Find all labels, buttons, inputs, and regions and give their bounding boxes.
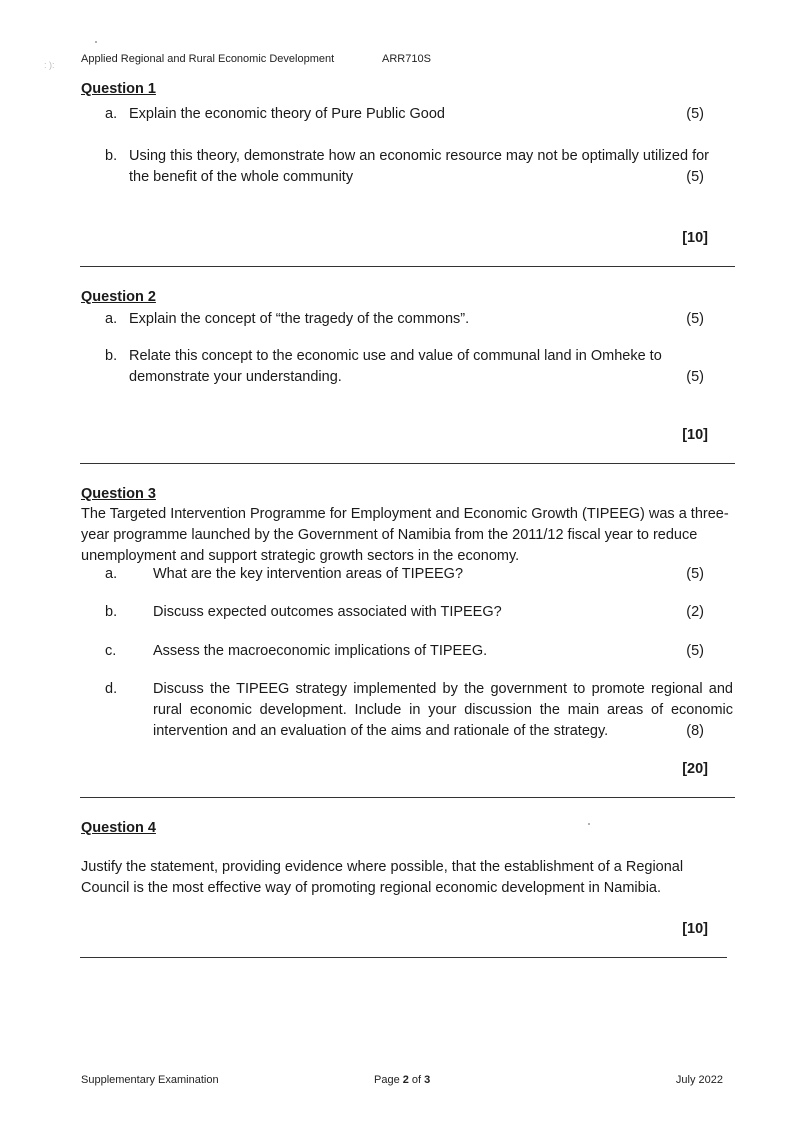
q3-item-d-mark: (8) (686, 723, 704, 739)
q1-item-b-text-line1: Using this theory, demonstrate how an economic resource may not be optimally utilized for (129, 148, 710, 164)
q1-item-a-text: Explain the economic theory of Pure Public Good (129, 106, 445, 122)
header-course-title: Applied Regional and Rural Economic Development (81, 53, 335, 65)
section-divider (80, 463, 735, 464)
q3-item-a-letter: a. (105, 566, 118, 582)
question-2-title: Question 2 (81, 289, 156, 305)
q1-item-b-text-line2: the benefit of the whole community (129, 169, 354, 185)
section-divider (80, 266, 735, 267)
footer-exam-type: Supplementary Examination (81, 1074, 219, 1086)
q3-item-b-mark: (2) (686, 604, 704, 620)
q2-item-b-text-line2: demonstrate your understanding. (129, 369, 342, 385)
q3-item-a-mark: (5) (686, 566, 704, 582)
q3-item-d-letter: d. (105, 681, 118, 697)
footer-page-number: Page 2 of 3 (374, 1074, 431, 1086)
question-4-title: Question 4 (81, 820, 156, 836)
q4-body: Justify the statement, providing evidence where possible, that the establishment of a Regional Council is the most effective way of promoting regional economic development in Namibia. (81, 859, 684, 896)
q2-item-b-mark: (5) (686, 369, 704, 385)
q3-item-b-letter: b. (105, 604, 118, 620)
section-divider (80, 797, 735, 798)
q3-total-marks: [20] (682, 761, 708, 777)
section-divider (80, 957, 727, 958)
q3-item-a-text: What are the key intervention areas of TIPEEG? (153, 566, 464, 582)
question-1-title: Question 1 (81, 81, 156, 97)
q1-item-b-mark: (5) (686, 169, 704, 185)
q3-item-d-text: Discuss the TIPEEG strategy implemented by the government to promote regional and rural economic development. Include in your discussion the main areas of economic intervention and an evaluation of the aims and rationale of the strategy. (153, 681, 733, 739)
q3-item-b-text: Discuss expected outcomes associated with TIPEEG? (153, 604, 502, 620)
q3-intro-paragraph: The Targeted Intervention Programme for Employment and Economic Growth (TIPEEG) was a three-year programme launched by the Government of Namibia from the 2011/12 fiscal year to reduce unemployment and support strategic growth sectors in the economy. (81, 506, 729, 564)
q3-item-c-mark: (5) (686, 643, 704, 659)
q1-item-a-letter: a. (105, 106, 118, 122)
q2-item-a-text: Explain the concept of “the tragedy of the commons”. (129, 311, 470, 327)
question-3-title: Question 3 (81, 486, 156, 502)
q2-item-a-mark: (5) (686, 311, 704, 327)
scan-artifact: : ): (44, 60, 55, 70)
scan-speck (588, 823, 590, 825)
q4-total-marks: [10] (682, 921, 708, 937)
q2-item-b-letter: b. (105, 348, 118, 364)
q1-item-b-letter: b. (105, 148, 118, 164)
q2-item-b-text-line1: Relate this concept to the economic use and value of communal land in Omheke to (129, 348, 662, 364)
footer-date: July 2022 (675, 1074, 723, 1086)
q2-item-a-letter: a. (105, 311, 118, 327)
q3-item-c-text: Assess the macroeconomic implications of TIPEEG. (153, 643, 488, 659)
q1-total-marks: [10] (682, 230, 708, 246)
q2-total-marks: [10] (682, 427, 708, 443)
q1-item-a-mark: (5) (686, 106, 704, 122)
scan-speck (95, 41, 97, 43)
q3-item-c-letter: c. (105, 643, 117, 659)
header-course-code: ARR710S (382, 53, 431, 65)
